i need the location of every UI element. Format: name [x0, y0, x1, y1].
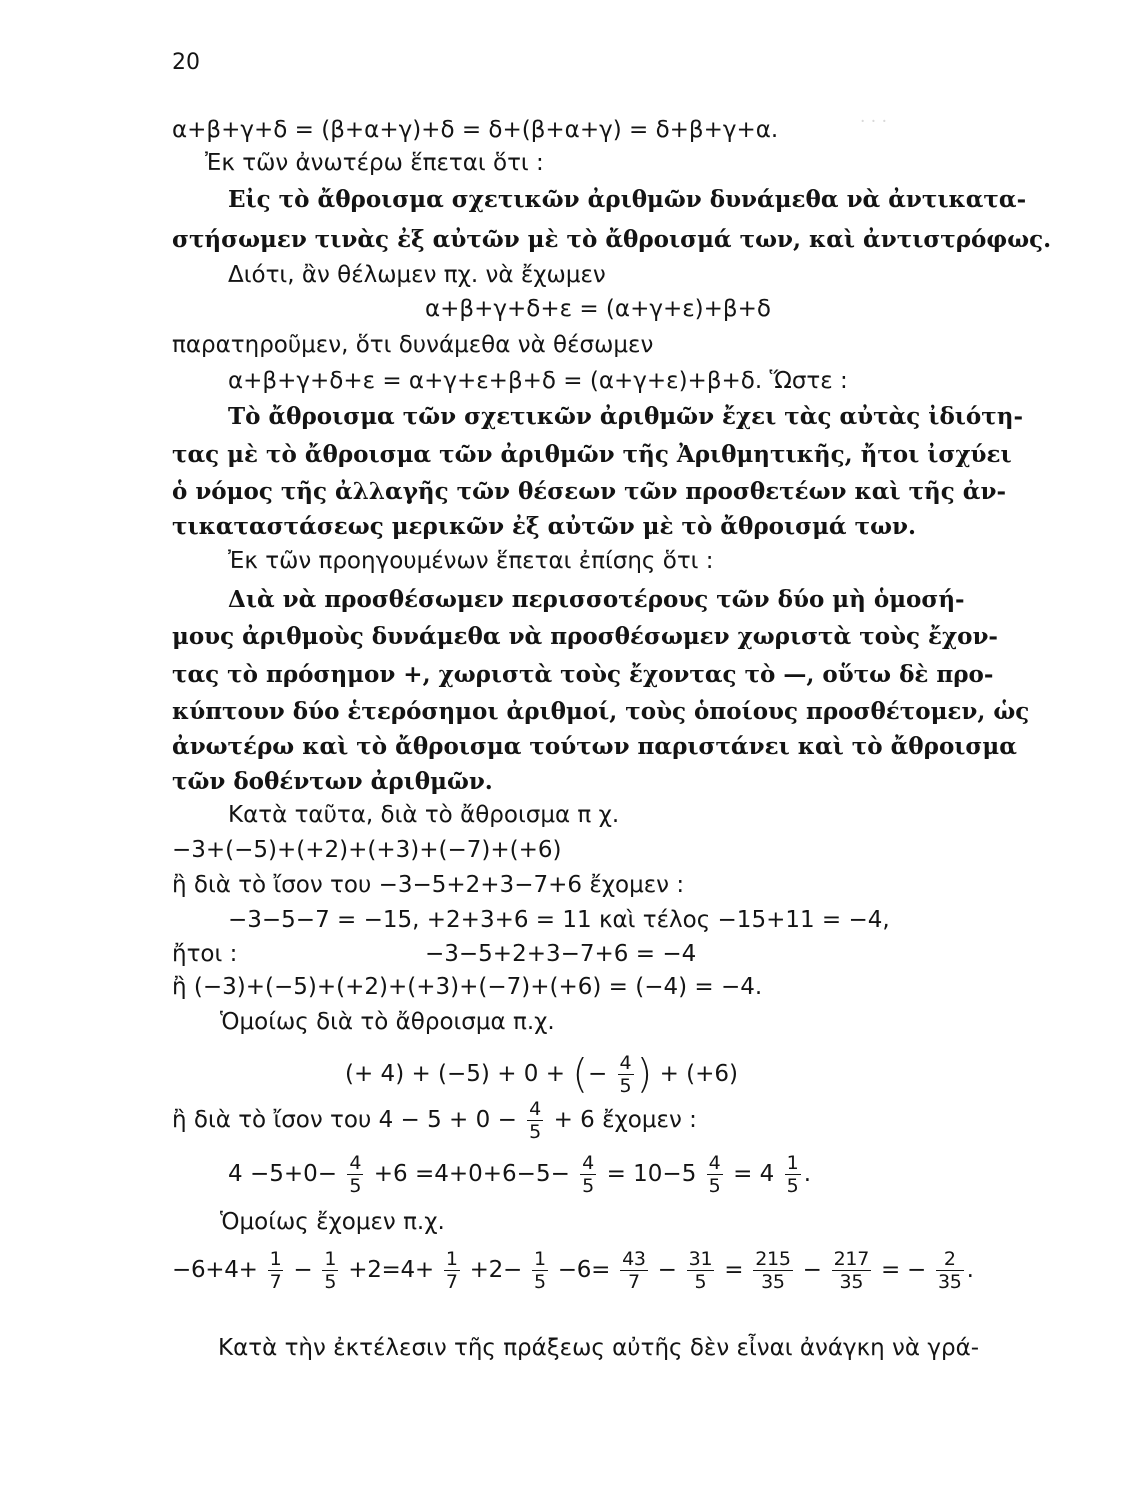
fraction [322, 1248, 338, 1293]
denominator: 35 [839, 1271, 864, 1293]
numerator: 1 [269, 1248, 282, 1270]
denominator: 5 [533, 1271, 546, 1293]
equation-part: . [803, 1161, 811, 1187]
equation-fraction-line [345, 1052, 738, 1097]
fraction [580, 1152, 596, 1197]
equation-line: α+β+γ+δ+ε = (α+γ+ε)+β+δ [425, 296, 771, 322]
fraction [832, 1248, 871, 1293]
numerator: 4 [582, 1152, 595, 1174]
numerator: 4 [529, 1098, 542, 1120]
equation-line: −3−5+2+3−7+6 = −4 [425, 941, 697, 967]
bold-rule-line: ὁ νόμος τῆς ἀλλαγῆς τῶν θέσεων τῶν προσθετέων καὶ τῆς ἀν- [172, 478, 1006, 505]
numerator: 4 [619, 1052, 632, 1074]
equation-part: = [724, 1257, 744, 1283]
equation-part: 4 −5+0− [228, 1161, 338, 1187]
fraction [532, 1248, 548, 1293]
equation-part: ἢ διὰ τὸ ἴσον του 4 − 5 + 0 − [172, 1107, 517, 1133]
text-line: Ἐκ τῶν ἀνωτέρω ἕπεται ὅτι : [205, 150, 544, 176]
bold-rule-line: Διὰ νὰ προσθέσωμεν περισσοτέρους τῶν δύο μὴ ὁμοσή- [228, 586, 965, 613]
fraction [707, 1152, 723, 1197]
text-line: Διότι, ἂν θέλωμεν πχ. νὰ ἔχωμεν [228, 262, 606, 288]
fraction [347, 1152, 363, 1197]
bleed-through-text: · · · [860, 112, 888, 132]
fraction [444, 1248, 460, 1293]
text-line: Ὁμοίως ἔχομεν π.χ. [220, 1209, 445, 1235]
equation-line: ἢ (−3)+(−5)+(+2)+(+3)+(−7)+(+6) = (−4) = −4. [172, 974, 763, 1000]
numerator: 1 [533, 1248, 546, 1270]
fraction [785, 1152, 801, 1197]
fraction [620, 1248, 648, 1293]
equation-part: + 6 ἔχομεν : [553, 1107, 697, 1133]
denominator: 35 [938, 1271, 962, 1293]
fraction [687, 1248, 715, 1293]
text-line: ἢ διὰ τὸ ἴσον του −3−5+2+3−7+6 ἔχομεν : [172, 872, 685, 898]
minus-sign: − [587, 1061, 608, 1087]
numerator: 4 [349, 1152, 362, 1174]
equation-part: +2− [469, 1257, 522, 1283]
equation-fraction-line [172, 1248, 974, 1293]
denominator: 7 [269, 1271, 282, 1293]
equation-part: = 4 [733, 1161, 775, 1187]
fraction [753, 1248, 792, 1293]
text-line: Κατὰ τὴν ἐκτέλεσιν τῆς πράξεως αὐτῆς δὲν εἶναι ἀνάγκη νὰ γρά- [218, 1335, 980, 1361]
numerator: 215 [755, 1248, 791, 1270]
denominator: 5 [529, 1121, 542, 1143]
denominator: 5 [786, 1175, 799, 1197]
bold-rule-line: ἀνωτέρω καὶ τὸ ἄθροισμα τούτων παριστάνει καὶ τὸ ἄθροισμα [172, 733, 1017, 760]
bold-rule-line: τῶν δοθέντων ἀριθμῶν. [172, 768, 493, 795]
numerator: 1 [324, 1248, 337, 1270]
equation-line: α+β+γ+δ = (β+α+γ)+δ = δ+(β+α+γ) = δ+β+γ+α. [172, 117, 779, 143]
text-line: Ὁμοίως διὰ τὸ ἄθροισμα π.χ. [220, 1009, 555, 1035]
denominator: 5 [619, 1075, 632, 1097]
bold-rule-line: τας μὲ τὸ ἄθροισμα τῶν ἀριθμῶν τῆς Ἀριθμητικῆς, ἤτοι ἰσχύει [172, 441, 1012, 468]
equation-line: −3−5−7 = −15, +2+3+6 = 11 καὶ τέλος −15+11 = −4, [228, 907, 890, 933]
left-paren: ( [572, 1051, 588, 1098]
bold-rule-line: στήσωμεν τινὰς ἐξ αὐτῶν μὲ τὸ ἄθροισμά των, καὶ ἀντιστρόφως. [172, 226, 1052, 253]
denominator: 5 [349, 1175, 362, 1197]
equation-line: α+β+γ+δ+ε = α+γ+ε+β+δ = (α+γ+ε)+β+δ. Ὥστε : [228, 368, 848, 394]
bold-rule-line: μους ἀριθμοὺς δυνάμεθα νὰ προσθέσωμεν χωριστὰ τοὺς ἔχον- [172, 623, 998, 650]
denominator: 5 [324, 1271, 337, 1293]
bold-rule-line: τικαταστάσεως μερικῶν ἐξ αὐτῶν μὲ τὸ ἄθροισμά των. [172, 513, 916, 540]
right-paren: ) [636, 1051, 653, 1098]
equation-part: (+ 4) + (−5) + 0 + [345, 1061, 566, 1087]
denominator: 5 [582, 1175, 595, 1197]
denominator: 5 [694, 1271, 707, 1293]
equation-part: . [966, 1257, 974, 1283]
denominator: 35 [761, 1271, 785, 1293]
text-line: Ἐκ τῶν προηγουμένων ἕπεται ἐπίσης ὅτι : [228, 548, 714, 574]
page-number: 20 [172, 50, 200, 75]
text-line: παρατηροῦμεν, ὅτι δυνάμεθα νὰ θέσωμεν [172, 332, 654, 358]
bold-rule-line: τας τὸ πρόσημον +, χωριστὰ τοὺς ἔχοντας τὸ —, οὕτω δὲ προ- [172, 661, 994, 688]
equation-part: − [293, 1257, 313, 1283]
equation-part: −6= [557, 1257, 611, 1283]
equation-line: −3+(−5)+(+2)+(+3)+(−7)+(+6) [172, 837, 562, 863]
equation-part: − [802, 1257, 822, 1283]
numerator: 31 [688, 1248, 713, 1270]
equation-part: = − [881, 1257, 926, 1283]
bold-rule-line: Εἰς τὸ ἄθροισμα σχετικῶν ἀριθμῶν δυνάμεθα νὰ ἀντικατα- [228, 186, 1027, 213]
equation-part: − [657, 1257, 677, 1283]
equation-fraction-line [228, 1152, 811, 1197]
denominator: 7 [445, 1271, 458, 1293]
equation-fraction-line [172, 1098, 697, 1143]
text-line: Κατὰ ταῦτα, διὰ τὸ ἄθροισμα π χ. [228, 802, 620, 828]
numerator: 4 [708, 1152, 721, 1174]
equation-part: + (+6) [659, 1061, 738, 1087]
fraction [618, 1052, 634, 1097]
bold-rule-line: Τὸ ἄθροισμα τῶν σχετικῶν ἀριθμῶν ἔχει τὰς αὐτὰς ἰδιότη- [228, 403, 1023, 430]
fraction [936, 1248, 964, 1293]
numerator: 1 [445, 1248, 458, 1270]
numerator: 217 [833, 1248, 870, 1270]
text-line: ἤτοι : [172, 941, 238, 967]
equation-part: = 10−5 [606, 1161, 697, 1187]
denominator: 5 [708, 1175, 721, 1197]
numerator: 43 [622, 1248, 646, 1270]
equation-part: +2=4+ [348, 1257, 434, 1283]
equation-part: +6 =4+0+6−5− [373, 1161, 570, 1187]
numerator: 1 [786, 1152, 799, 1174]
denominator: 7 [627, 1271, 640, 1293]
equation-part: −6+4+ [172, 1257, 258, 1283]
fraction [527, 1098, 543, 1143]
fraction [268, 1248, 284, 1293]
numerator: 2 [936, 1248, 964, 1271]
bold-rule-line: κύπτουν δύο ἑτερόσημοι ἀριθμοί, τοὺς ὁποίους προσθέτομεν, ὡς [172, 698, 1030, 725]
